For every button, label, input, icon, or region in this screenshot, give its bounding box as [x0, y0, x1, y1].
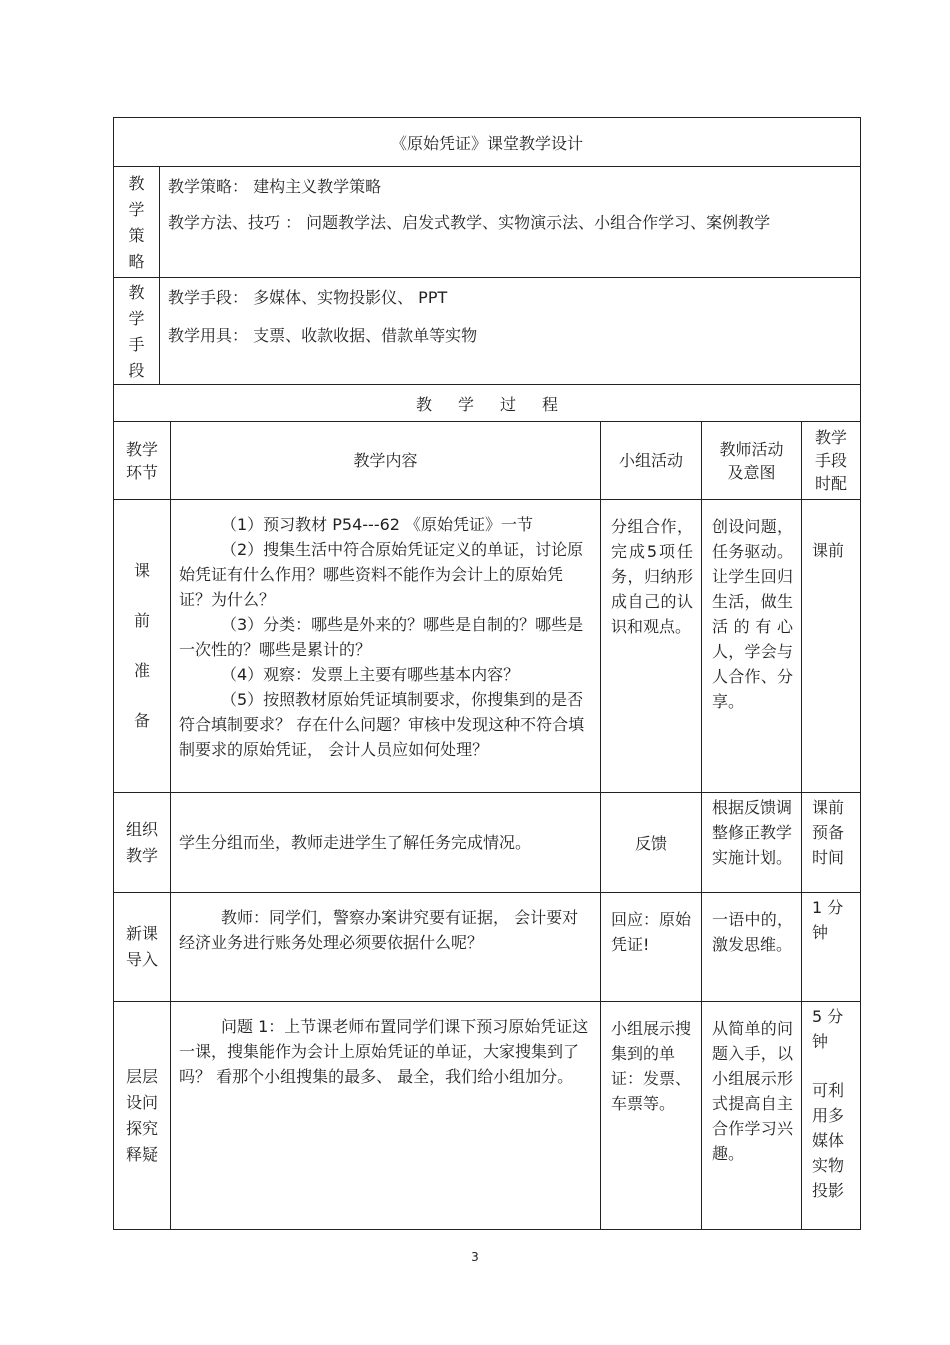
teacher-cell: 从简单的问题入手，以小组展示形式提高自主合作学习兴趣。	[702, 1002, 802, 1230]
time-cell: 课前预备时间	[802, 793, 861, 893]
page-title: 《原始凭证》课堂教学设计	[114, 118, 861, 167]
tools-line: 教学用具： 支票、收款收据、借款单等实物	[168, 326, 478, 345]
header-time: 教学手段时配	[802, 422, 861, 500]
lesson-plan-table	[113, 117, 861, 1230]
means-label: 教 学 手 段	[114, 278, 160, 385]
stage-cell: 层层设问 探究释疑	[114, 1002, 171, 1230]
time-cell: 5 分钟 可利用多媒体实物投影	[802, 1002, 861, 1230]
content-cell: 教师：同学们，警察办案讲究要有证据， 会计要对经济业务进行账务处理必须要依据什么呢？	[171, 893, 601, 1002]
stage-cell: 新课导入	[114, 893, 171, 1002]
strategy-line: 教学策略： 建构主义教学策略	[168, 177, 382, 196]
means-content	[160, 278, 861, 385]
process-heading: 教学过程	[114, 385, 861, 422]
time-cell: 1 分钟	[802, 893, 861, 1002]
teacher-cell: 创设问题，任务驱动。让学生回归生活，做生活的有心人，学会与人合作、分享。	[702, 500, 802, 793]
group-cell: 小组展示搜集到的单证：发票、车票等。	[601, 1002, 702, 1230]
group-cell: 分组合作，完成5项任务，归纳形成自己的认识和观点。	[601, 500, 702, 793]
strategy-content	[160, 167, 861, 278]
group-cell: 回应：原始凭证!	[601, 893, 702, 1002]
page-number: 3	[471, 1250, 479, 1264]
method-line: 教学方法、技巧 ： 问题教学法、启发式教学、实物演示法、小组合作学习、案例教学	[168, 213, 771, 232]
header-stage: 教学环节	[114, 422, 171, 500]
header-group: 小组活动	[601, 422, 702, 500]
means-line: 教学手段： 多媒体、实物投影仪、 PPT	[168, 288, 448, 307]
stage-cell: 课 前 准 备	[114, 500, 171, 793]
teacher-cell: 根据反馈调整修正教学实施计划。	[702, 793, 802, 893]
group-cell: 反馈	[601, 793, 702, 893]
teacher-cell: 一语中的，激发思维。	[702, 893, 802, 1002]
content-cell: 学生分组而坐，教师走进学生了解任务完成情况。	[171, 793, 601, 893]
header-teacher: 教师活动及意图	[702, 422, 802, 500]
content-cell: （1）预习教材 P54---62 《原始凭证》一节 （2）搜集生活中符合原始凭证定义的单证，讨论原始凭证有什么作用？哪些资料不能作为会计上的原始凭证？为什么？ （3）分类：哪些是外来的？哪些是自制的？哪些是一次性的？哪些是累计的？ （4）观察：发票上主要有哪些基本内容？ （5）按照教材原始凭证填制要求，你搜集到的是否符合填制要求？ 存在什么问题？审核中发现这种不符合填制要求的原始凭证， 会计人员应如何处理？	[171, 500, 601, 793]
header-content: 教学内容	[171, 422, 601, 500]
strategy-label: 教 学 策 略	[114, 167, 160, 278]
time-cell: 课前	[802, 500, 861, 793]
stage-cell: 组织教学	[114, 793, 171, 893]
content-cell: 问题 1：上节课老师布置同学们课下预习原始凭证这一课，搜集能作为会计上原始凭证的单证，大家搜集到了吗？ 看那个小组搜集的最多、 最全，我们给小组加分。	[171, 1002, 601, 1230]
